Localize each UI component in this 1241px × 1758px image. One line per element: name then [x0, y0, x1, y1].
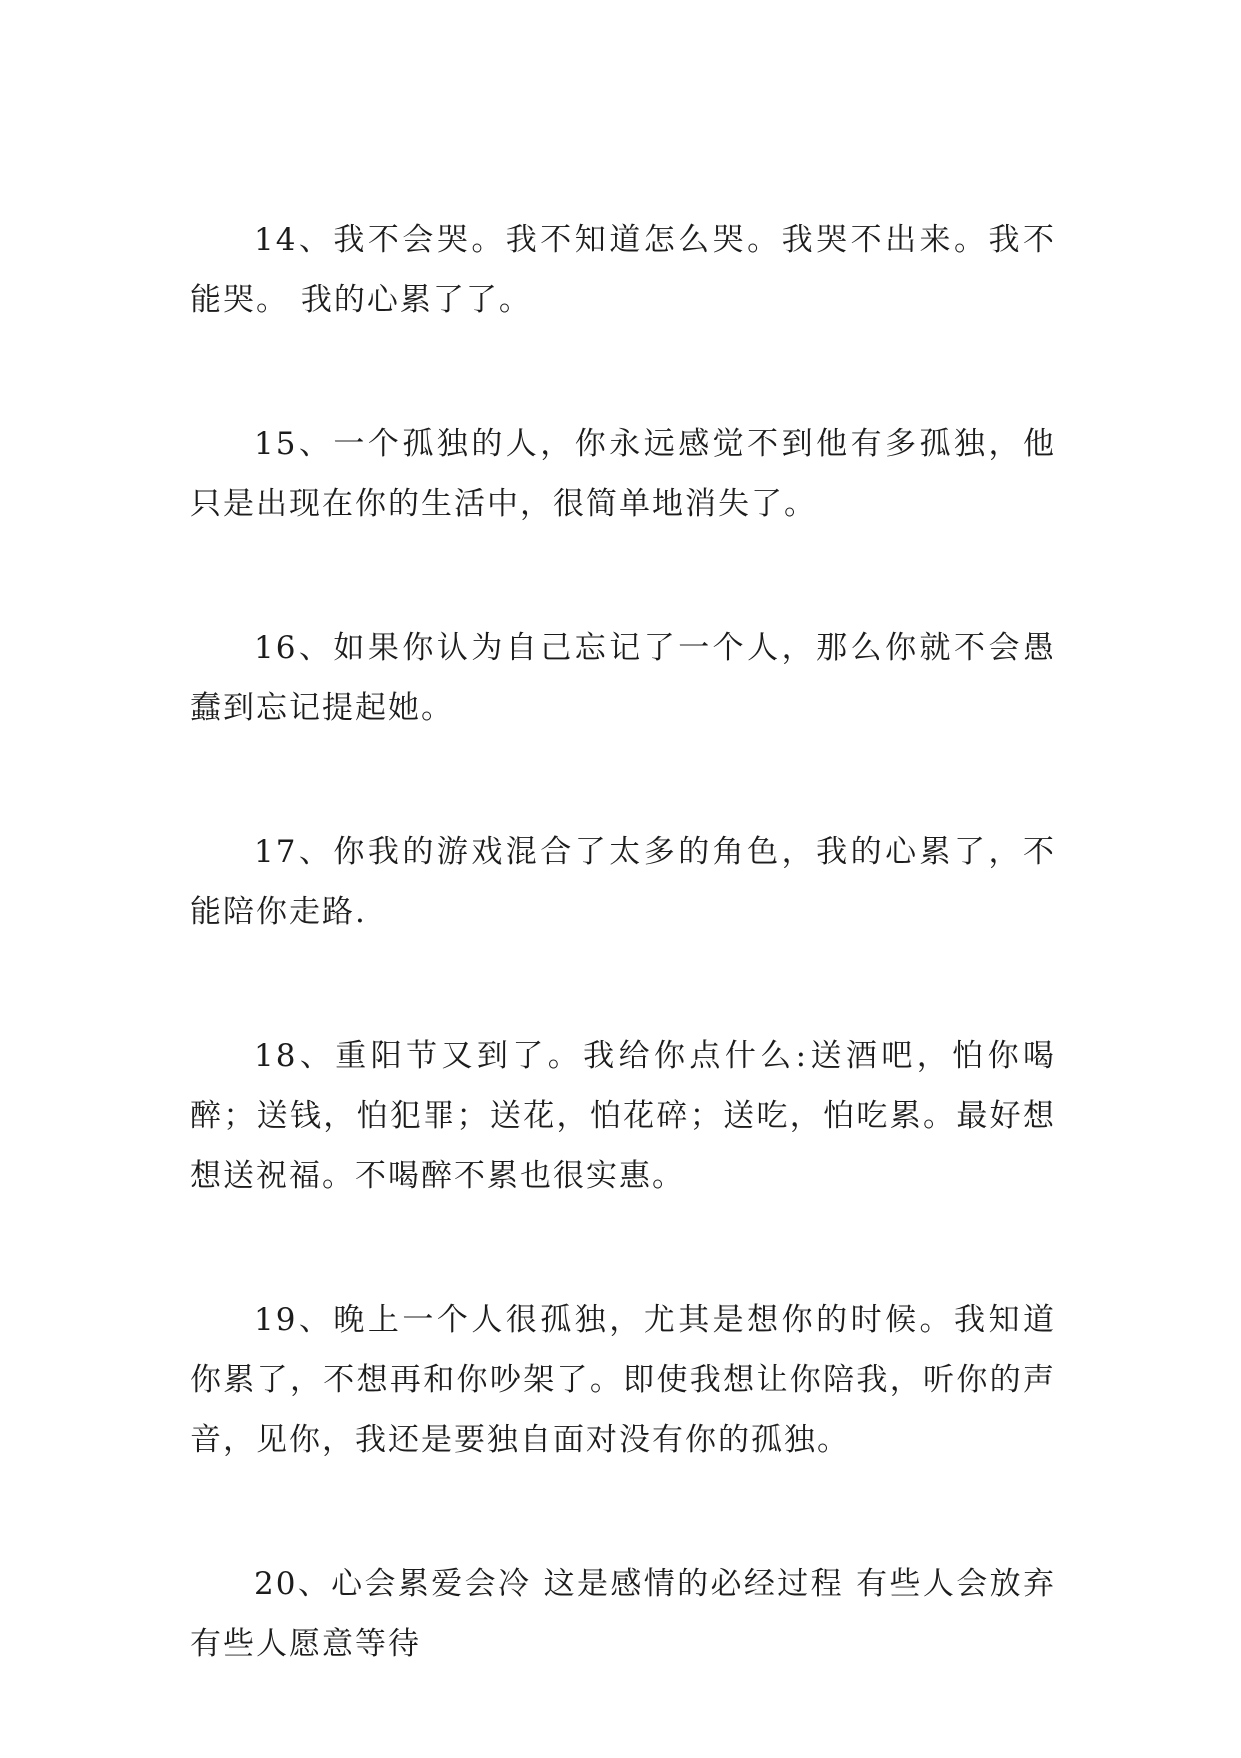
paragraph-18: 18、重阳节又到了。我给你点什么:送酒吧，怕你喝醉；送钱，怕犯罪；送花，怕花碎；送吃，怕吃累。最好想想送祝福。不喝醉不累也很实惠。 — [190, 1038, 1056, 1194]
paragraph-14: 14、我不会哭。我不知道怎么哭。我哭不出来。我不能哭。 我的心累了了。 — [190, 222, 1056, 318]
paragraph-17: 17、你我的游戏混合了太多的角色，我的心累了，不能陪你走路. — [190, 834, 1056, 930]
paragraph-15: 15、一个孤独的人，你永远感觉不到他有多孤独，他只是出现在你的生活中，很简单地消失了。 — [190, 426, 1056, 522]
document-body — [190, 210, 1056, 1758]
paragraph-16: 16、如果你认为自己忘记了一个人，那么你就不会愚蠢到忘记提起她。 — [190, 630, 1056, 726]
paragraph-20: 20、心会累爱会冷 这是感情的必经过程 有些人会放弃有些人愿意等待 — [190, 1566, 1056, 1662]
paragraph-19: 19、晚上一个人很孤独，尤其是想你的时候。我知道你累了，不想再和你吵架了。即使我想让你陪我，听你的声音，见你，我还是要独自面对没有你的孤独。 — [190, 1302, 1056, 1458]
